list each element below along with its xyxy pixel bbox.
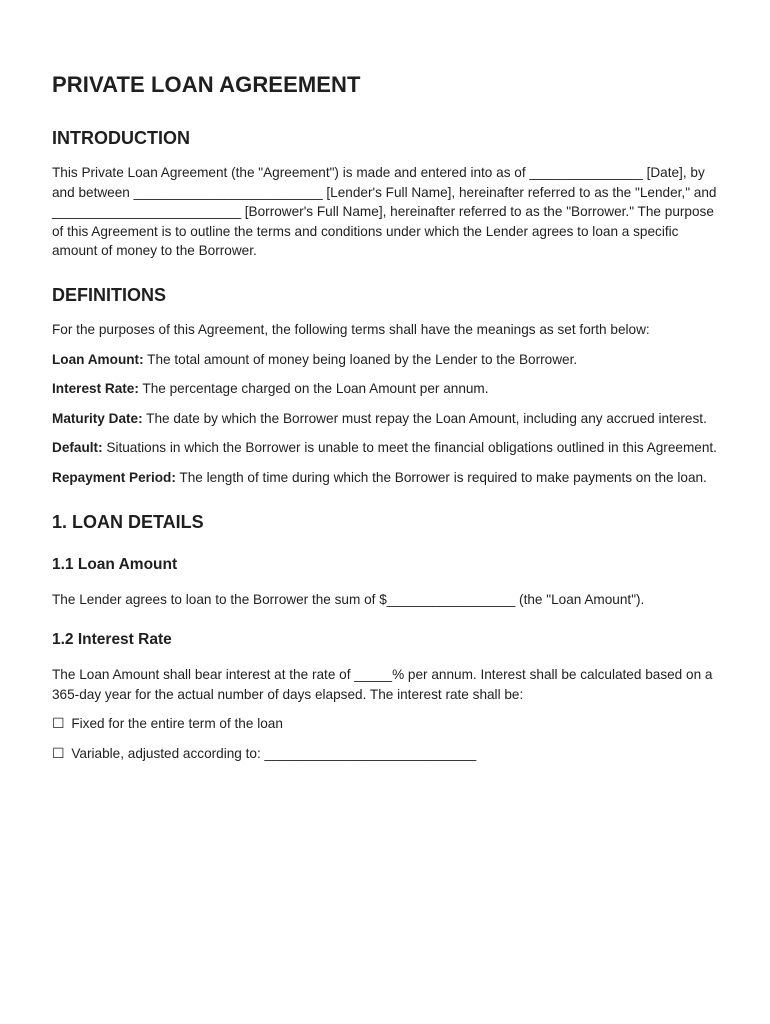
definition-interest-rate [52, 379, 722, 399]
document-page [52, 71, 722, 774]
loan-amount-heading: 1.1 Loan Amount [52, 555, 178, 573]
interest-rate-text: The Loan Amount shall bear interest at the rate of _____% per annum. Interest shall be calculated based on a 365-day year for the actual number of days elapsed. The interest rate shall be: [52, 667, 713, 702]
loan-details-heading: 1. LOAN DETAILS [52, 511, 204, 532]
document-title: PRIVATE LOAN AGREEMENT [52, 72, 361, 97]
definitions-heading: DEFINITIONS [52, 284, 167, 305]
definition-text: The length of time during which the Borrower is required to make payments on the loan. [175, 469, 707, 485]
definition-maturity-date [52, 409, 722, 429]
option-variable-label: Variable, adjusted according to: ____________________________ [67, 745, 477, 761]
interest-rate-heading: 1.2 Interest Rate [52, 631, 172, 649]
definition-repayment-period [52, 468, 722, 488]
definition-term: Maturity Date: [52, 410, 143, 426]
definition-term: Interest Rate: [52, 381, 139, 397]
option-variable [52, 744, 722, 764]
option-fixed-label: Fixed for the entire term of the loan [67, 716, 283, 732]
loan-amount-text: The Lender agrees to loan to the Borrower the sum of $_________________ (the "Loan Amount"). [52, 591, 645, 607]
introduction-text: This Private Loan Agreement (the "Agreement") is made and entered into as of _______________ [Date], by and between _________________________ [Lender's Full Name], hereinafter referred to as the "Lender," and _________________________ [Borrower's Full Name], hereinafter referred to as the "Borrower." The purpose of this Agreement is to outline the terms and conditions under which the Lender agrees to loan a specific amount of money to the Borrower. [52, 165, 717, 259]
definition-text: Situations in which the Borrower is unable to meet the financial obligations outlined in this Agreement. [102, 440, 717, 456]
definition-term: Default: [52, 440, 103, 456]
definition-text: The date by which the Borrower must repay the Loan Amount, including any accrued interest. [142, 410, 707, 426]
definitions-intro: For the purposes of this Agreement, the following terms shall have the meanings as set forth below: [52, 321, 650, 337]
definition-term: Repayment Period: [52, 469, 176, 485]
option-fixed [52, 714, 722, 734]
introduction-heading: INTRODUCTION [52, 128, 190, 148]
definition-text: The percentage charged on the Loan Amount per annum. [138, 381, 489, 397]
definition-text: The total amount of money being loaned by the Lender to the Borrower. [143, 351, 578, 367]
checkbox-fixed[interactable]: ☐ [52, 715, 65, 732]
checkbox-variable[interactable]: ☐ [52, 744, 65, 761]
definition-default [52, 438, 722, 458]
definition-term: Loan Amount: [52, 351, 144, 367]
definition-loan-amount [52, 350, 722, 370]
